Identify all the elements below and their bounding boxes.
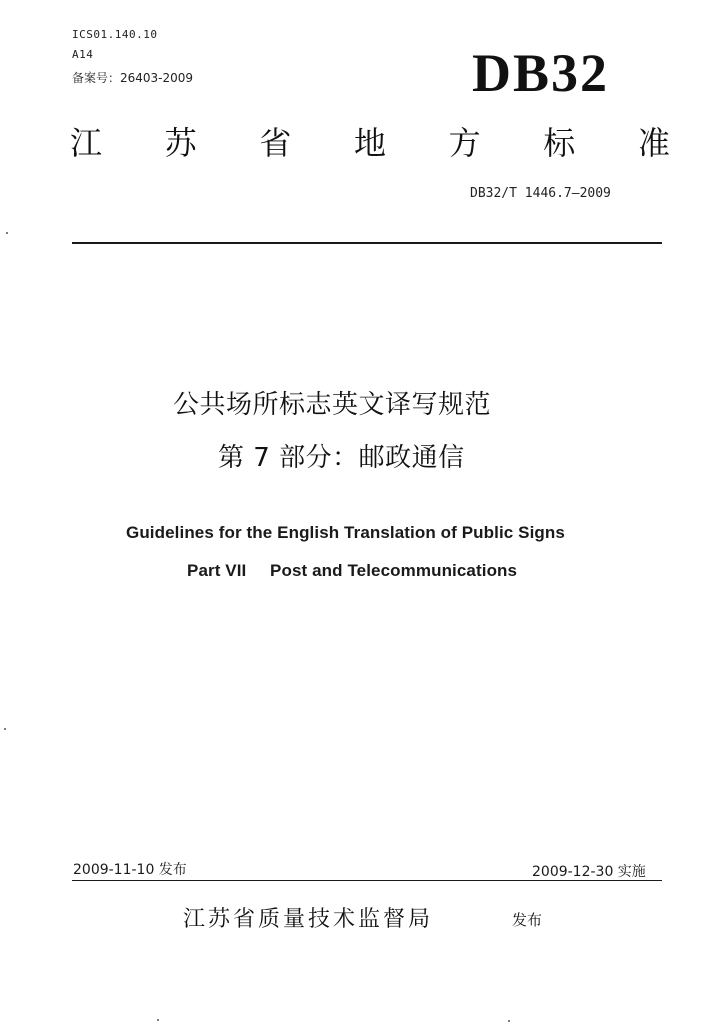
title-en-part xyxy=(187,561,517,581)
title-cn-part: 第 7 部分：邮政通信 xyxy=(218,443,465,473)
standard-type-char: 准 xyxy=(637,124,670,162)
filing-number: 备案号：26403-2009 xyxy=(72,71,194,85)
issue-date: 2009-11-10 发布 xyxy=(73,862,187,878)
standard-type-char: 苏 xyxy=(164,124,197,162)
standard-type-char: 方 xyxy=(448,124,481,162)
title-en-main: Guidelines for the English Translation of Public Signs xyxy=(126,523,565,542)
standard-type-char: 地 xyxy=(353,124,386,162)
standard-logo: DB32 xyxy=(472,43,610,103)
issuing-action: 发布 xyxy=(512,911,543,929)
issuing-authority: 江苏省质量技术监督局 xyxy=(183,907,434,932)
standard-type-char: 省 xyxy=(259,124,292,162)
title-en-part-topic: Post and Telecommunications xyxy=(270,561,518,580)
scan-speck xyxy=(157,1019,159,1021)
standard-type-heading xyxy=(70,124,670,162)
scan-speck xyxy=(4,728,6,730)
standard-number: DB32/T 1446.7—2009 xyxy=(470,186,611,201)
ccs-code: A14 xyxy=(72,48,94,61)
scan-speck xyxy=(6,232,8,234)
standard-type-char: 江 xyxy=(70,124,103,162)
title-en-part-number: Part VII xyxy=(187,561,247,580)
title-cn-main: 公共场所标志英文译写规范 xyxy=(173,390,492,420)
implementation-date: 2009-12-30 实施 xyxy=(532,864,646,880)
scan-speck xyxy=(508,1020,510,1022)
standard-type-char: 标 xyxy=(543,124,576,162)
ics-code: ICS01.140.10 xyxy=(72,28,158,41)
date-divider xyxy=(72,880,662,881)
header-divider xyxy=(72,242,662,244)
